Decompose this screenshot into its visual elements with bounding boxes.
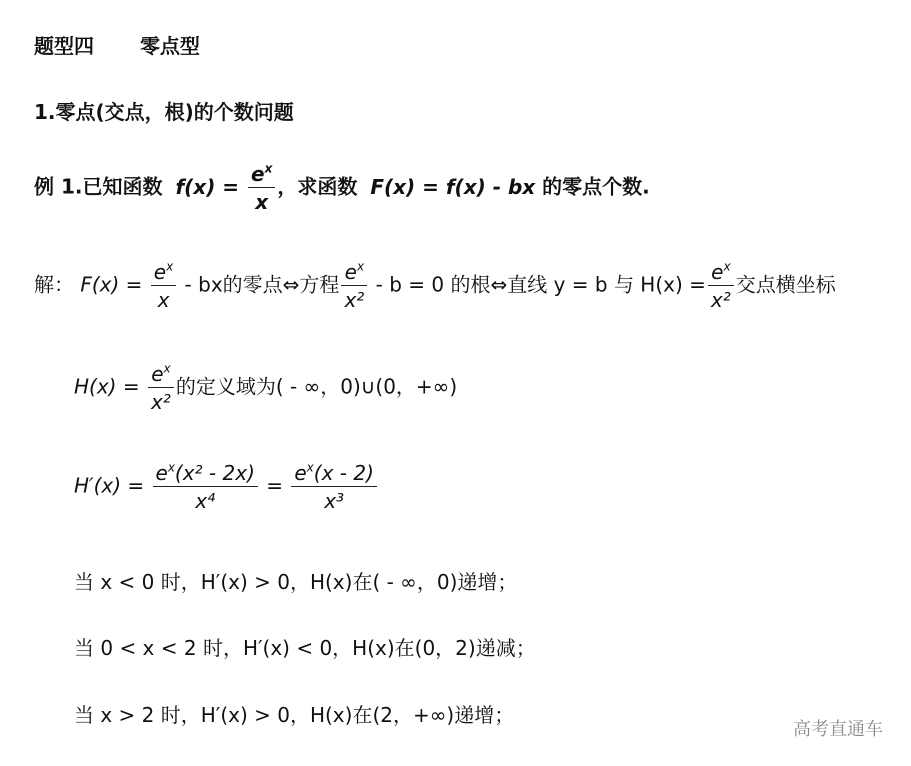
section-title: 零点型 (139, 34, 200, 58)
solution-part-2: - b = 0 的根⇔直线 y = b 与 H(x) = (369, 272, 706, 297)
example-f-lhs: f(x) = (175, 174, 240, 199)
solution-part-1: - bx的零点⇔方程 (178, 272, 340, 297)
example-tail: 的零点个数. (542, 174, 650, 199)
example-f-fraction: $\frac{e^x}{x}$ (248, 164, 275, 212)
case-line-1: 当 x < 0 时，H′(x) > 0，H(x)在( - ∞，0)递增； (74, 570, 518, 594)
solution-part-3: 交点横坐标 (735, 272, 836, 297)
derivative-fraction-2: $\frac{e^x(x - 2)}{\text{x³}}$ (291, 463, 377, 511)
derivative-fraction-1: $\frac{e^x(x^2 - 2x)}{\text{x⁴}}$ (153, 463, 258, 511)
case-line-3: 当 x > 2 时，H′(x) > 0，H(x)在(2，+∞)递增； (74, 703, 515, 727)
domain-text: 的定义域为( - ∞，0)∪(0，+∞) (175, 374, 458, 399)
solution-fraction-2: $\frac{e^x}{\text{x²}}$ (341, 262, 367, 310)
solution-fraction-3: $\frac{e^x}{\text{x²}}$ (708, 262, 734, 310)
domain-line (74, 361, 458, 414)
example-F-expr: F(x) = f(x) - bx (370, 174, 536, 199)
example-statement (34, 161, 650, 214)
case-line-2: 当 0 < x < 2 时，H′(x) < 0，H(x)在(0，2)递减； (74, 636, 536, 660)
example-label: 例 1.已知函数 (34, 174, 163, 199)
solution-fraction-1: $\frac{e^x}{x}$ (151, 262, 176, 310)
domain-lhs: H(x) = (74, 374, 140, 399)
solution-F-lhs: F(x) = (80, 272, 143, 297)
section-heading (34, 36, 200, 56)
derivative-lhs: H′(x) = (74, 473, 145, 498)
solution-line (34, 259, 836, 312)
watermark: 高考直通车 (793, 719, 883, 740)
subsection-heading: 1.零点(交点，根)的个数问题 (34, 100, 294, 124)
section-label: 题型四 (34, 34, 94, 58)
derivative-line (74, 460, 379, 513)
solution-label: 解： (34, 272, 74, 297)
example-mid: ，求函数 (277, 174, 358, 199)
derivative-equals: = (266, 473, 283, 498)
domain-fraction: $\frac{e^x}{\text{x²}}$ (148, 364, 174, 412)
